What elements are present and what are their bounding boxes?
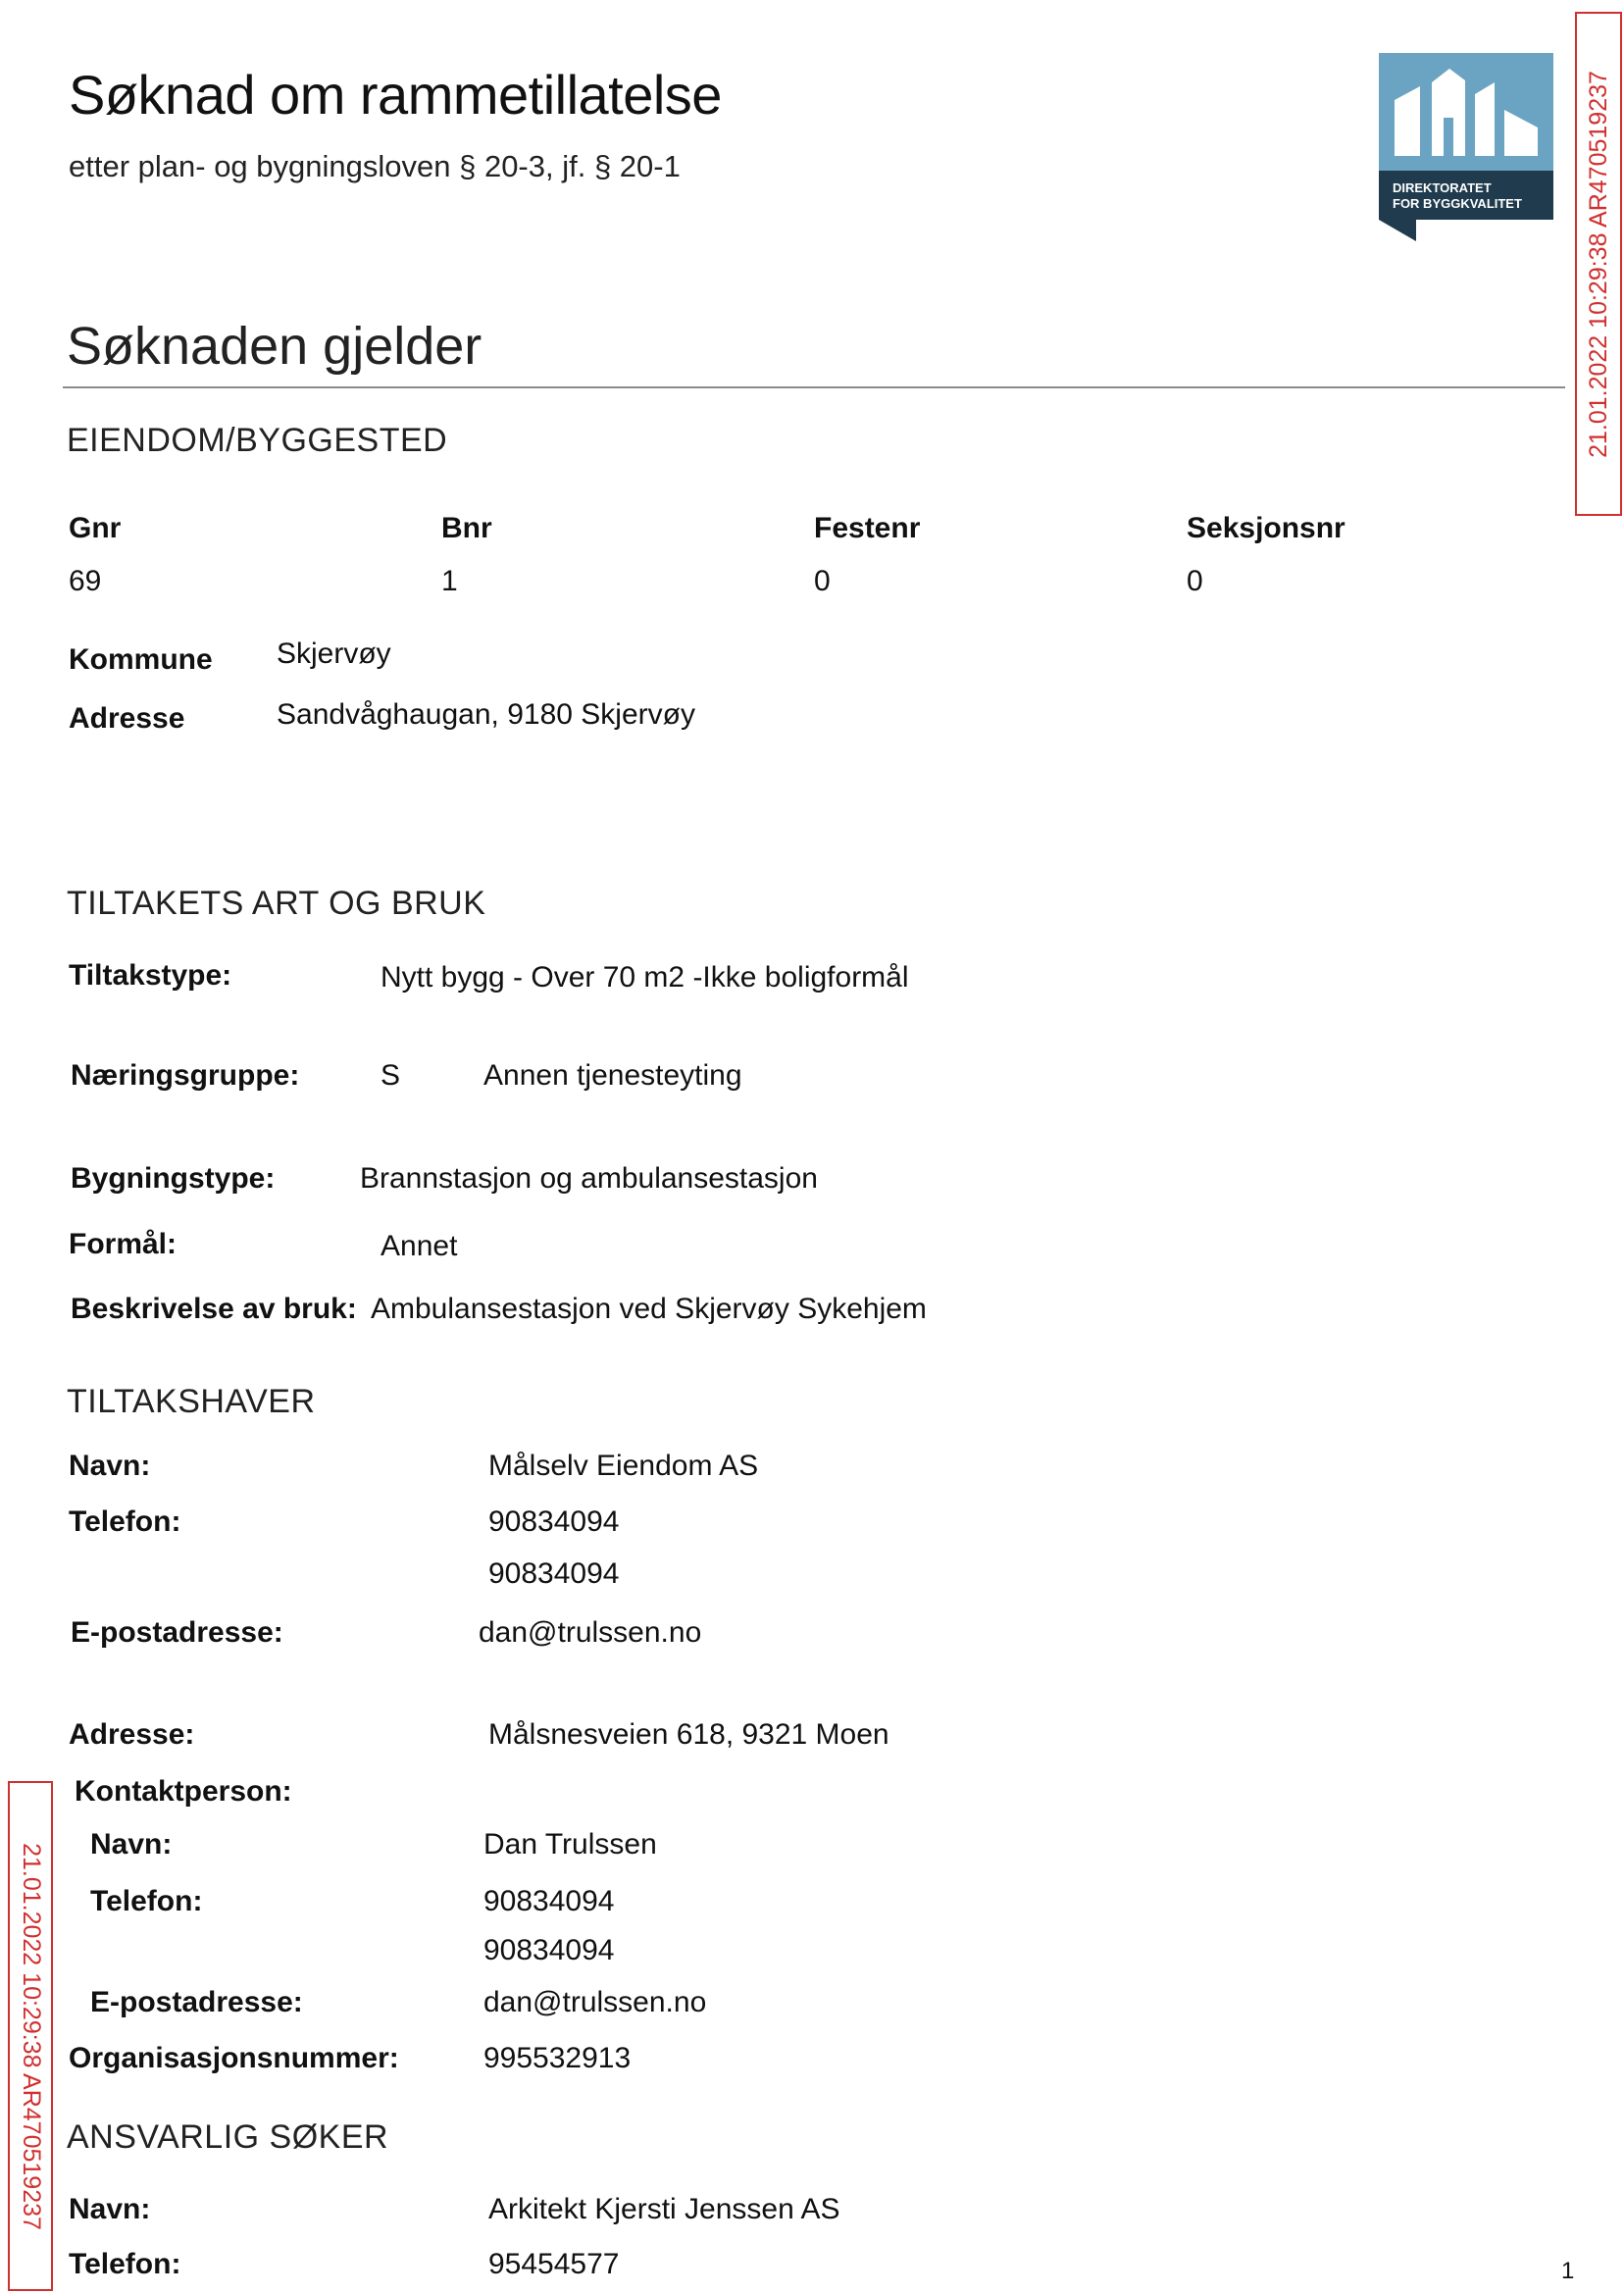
main-heading: Søknaden gjelder: [67, 317, 482, 376]
adresse-label: Adresse: [69, 702, 185, 735]
tiltakshaver-adresse-value: Målsnesveien 618, 9321 Moen: [488, 1718, 889, 1751]
kontakt-navn-value: Dan Trulssen: [483, 1828, 657, 1861]
bnr-label: Bnr: [441, 512, 492, 544]
bygningstype-label: Bygningstype:: [71, 1162, 276, 1195]
formal-value: Annet: [381, 1230, 458, 1262]
gnr-label: Gnr: [69, 512, 122, 544]
seksjonsnr-label: Seksjonsnr: [1187, 512, 1345, 544]
logo-text-line2: FOR BYGGKVALITET: [1393, 196, 1522, 211]
tiltakshaver-telefon2-value: 90834094: [488, 1557, 620, 1590]
tiltakshaver-adresse-label: Adresse:: [69, 1718, 195, 1751]
bygningstype-value: Brannstasjon og ambulansestasjon: [360, 1162, 818, 1195]
registration-stamp-bottom: [8, 1781, 53, 2291]
ansvarlig-navn-value: Arkitekt Kjersti Jenssen AS: [488, 2193, 840, 2225]
building-logo-icon: [1379, 53, 1553, 241]
stamp-text: 21.01.2022 10:29:38 AR470519237: [17, 1842, 45, 2230]
tiltakshaver-epost-value: dan@trulssen.no: [479, 1616, 702, 1649]
stamp-text: 21.01.2022 10:29:38 AR470519237: [1584, 70, 1612, 458]
orgnr-value: 995532913: [483, 2042, 632, 2074]
kontakt-navn-label: Navn:: [90, 1828, 173, 1861]
heading-divider: [63, 386, 1565, 388]
logo-text-line1: DIREKTORATET: [1393, 180, 1492, 195]
ansvarlig-navn-label: Navn:: [69, 2193, 151, 2225]
seksjonsnr-value: 0: [1187, 565, 1203, 597]
orgnr-label: Organisasjonsnummer:: [69, 2042, 399, 2074]
festenr-label: Festenr: [814, 512, 921, 544]
section-heading-ansvarlig: ANSVARLIG SØKER: [67, 2118, 389, 2156]
kontaktperson-label: Kontaktperson:: [75, 1775, 292, 1808]
kontakt-telefon-label: Telefon:: [90, 1885, 203, 1917]
kontakt-epost-label: E-postadresse:: [90, 1986, 303, 2018]
bnr-value: 1: [441, 565, 458, 597]
formal-label: Formål:: [69, 1228, 178, 1260]
kontakt-epost-value: dan@trulssen.no: [483, 1986, 707, 2018]
page-number: 1: [1561, 2258, 1575, 2284]
section-heading-eiendom: EIENDOM/BYGGESTED: [67, 422, 448, 459]
adresse-value: Sandvåghaugan, 9180 Skjervøy: [277, 698, 695, 731]
festenr-value: 0: [814, 565, 831, 597]
kommune-label: Kommune: [69, 643, 213, 676]
dibk-logo: [1379, 53, 1553, 241]
registration-stamp-top: [1575, 12, 1622, 516]
tiltakshaver-telefon-label: Telefon:: [69, 1505, 181, 1538]
kontakt-telefon1-value: 90834094: [483, 1885, 615, 1917]
tiltakshaver-telefon1-value: 90834094: [488, 1505, 620, 1538]
kontakt-telefon2-value: 90834094: [483, 1934, 615, 1966]
section-heading-tiltak: TILTAKETS ART OG BRUK: [67, 885, 486, 922]
tiltakstype-value: Nytt bygg - Over 70 m2 -Ikke boligformål: [381, 961, 909, 994]
tiltakshaver-navn-label: Navn:: [69, 1450, 151, 1482]
naeringsgruppe-code: S: [381, 1059, 401, 1092]
section-heading-tiltakshaver: TILTAKSHAVER: [67, 1383, 316, 1420]
tiltakshaver-navn-value: Målselv Eiendom AS: [488, 1450, 759, 1482]
kommune-value: Skjervøy: [277, 637, 391, 670]
ansvarlig-telefon-label: Telefon:: [69, 2248, 181, 2280]
ansvarlig-telefon-value: 95454577: [488, 2248, 620, 2280]
document-title: Søknad om rammetillatelse: [69, 64, 722, 126]
beskrivelse-value: Ambulansestasjon ved Skjervøy Sykehjem: [371, 1293, 927, 1325]
document-subtitle: etter plan- og bygningsloven § 20-3, jf. § 20-1: [69, 149, 681, 183]
tiltakshaver-epost-label: E-postadresse:: [71, 1616, 283, 1649]
naeringsgruppe-label: Næringsgruppe:: [71, 1059, 300, 1092]
tiltakstype-label: Tiltakstype:: [69, 959, 232, 992]
beskrivelse-label: Beskrivelse av bruk:: [71, 1293, 357, 1325]
gnr-value: 69: [69, 565, 102, 597]
naeringsgruppe-value: Annen tjenesteyting: [483, 1059, 742, 1092]
